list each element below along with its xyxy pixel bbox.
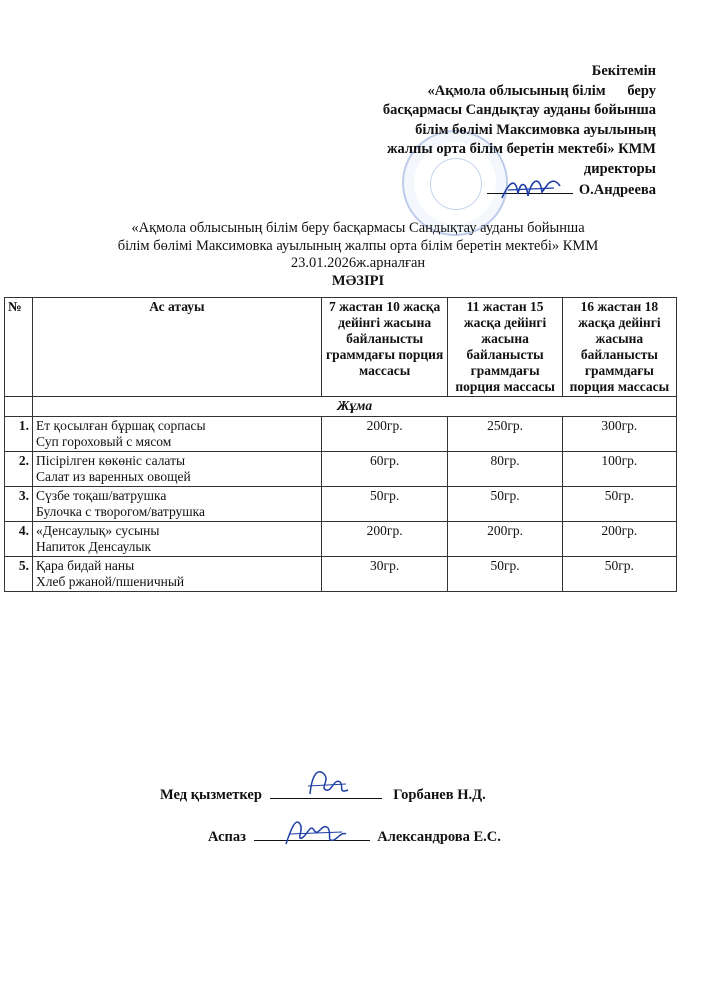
table-header-row [5, 298, 677, 397]
director-signature-line [276, 179, 656, 201]
portion-11-15: 80гр. [448, 452, 562, 487]
row-number: 5. [5, 557, 33, 592]
dish-name-kz: Қара бидай наны [36, 558, 135, 573]
medic-name: Горбанев Н.Д. [393, 787, 486, 803]
day-row [5, 397, 677, 417]
portion-16-18: 300гр. [562, 417, 676, 452]
approval-line: білім бөлімі Максимовка ауылының [415, 121, 656, 138]
header-portion-16-18: 16 жастан 18 жасқа дейінгі жасына байланысты граммдағы порция массасы [562, 298, 676, 397]
portion-7-10: 50гр. [321, 487, 448, 522]
dish-name [33, 417, 322, 452]
dish-name-ru: Хлеб ржаной/пшеничный [36, 574, 185, 589]
portion-16-18: 100гр. [562, 452, 676, 487]
approval-line: жалпы орта білім беретін мектебі» КММ [387, 141, 656, 157]
portion-11-15: 50гр. [448, 557, 562, 592]
row-number: 3. [5, 487, 33, 522]
header-portion-11-15: 11 жастан 15 жасқа дейінгі жасына байланысты граммдағы порция массасы [448, 298, 562, 397]
menu-heading [40, 220, 676, 290]
day-label: Жұма [33, 397, 677, 417]
medic-signature [304, 764, 352, 800]
day-spacer [5, 397, 33, 417]
menu-date: 23.01.2026ж.арналған [290, 255, 426, 271]
table-row [5, 452, 677, 487]
medic-label: Мед қызметкер [160, 787, 262, 803]
approval-line: Бекітемін [591, 63, 656, 79]
portion-16-18: 50гр. [562, 557, 676, 592]
dish-name-kz: Ет қосылған бұршақ сорпасы [36, 418, 206, 433]
portion-11-15: 250гр. [448, 417, 562, 452]
approval-line: «Ақмола облысының білім беру [427, 82, 656, 99]
portion-7-10: 60гр. [321, 452, 448, 487]
director-name: О.Андреева [578, 182, 656, 198]
cook-name: Александрова Е.С. [377, 829, 501, 845]
dish-name-kz: Сүзбе тоқаш/ватрушка [36, 488, 167, 503]
portion-11-15: 200гр. [448, 522, 562, 557]
portion-16-18: 200гр. [562, 522, 676, 557]
school-line: «Ақмола облысының білім беру басқармасы Сандықтау ауданы бойынша [131, 220, 585, 236]
approval-line: басқармасы Сандықтау ауданы бойынша [382, 102, 656, 118]
approval-line: директоры [583, 160, 656, 177]
header-number: № [5, 298, 33, 397]
row-number: 1. [5, 417, 33, 452]
portion-16-18: 50гр. [562, 487, 676, 522]
table-row [5, 522, 677, 557]
row-number: 4. [5, 522, 33, 557]
dish-name-ru: Напиток Денсаулык [36, 539, 152, 554]
table-row [5, 557, 677, 592]
cook-label: Аспаз [208, 829, 246, 845]
header-dish: Ас атауы [33, 298, 322, 397]
dish-name-kz: «Денсаулық» сусыны [36, 523, 160, 538]
approval-block [276, 62, 656, 201]
portion-7-10: 200гр. [321, 417, 448, 452]
medic-signature-row [0, 784, 712, 804]
school-line: білім бөлімі Максимовка ауылының жалпы орта білім беретін мектебі» КММ [117, 237, 599, 254]
dish-name-ru: Булочка с творогом/ватрушка [36, 504, 206, 519]
portion-7-10: 30гр. [321, 557, 448, 592]
menu-table [4, 297, 677, 592]
dish-name [33, 452, 322, 487]
dish-name [33, 557, 322, 592]
dish-name-ru: Салат из варенных овощей [36, 469, 191, 484]
cook-signature [282, 812, 350, 852]
cook-signature-row [0, 826, 712, 846]
table-row [5, 487, 677, 522]
dish-name [33, 522, 322, 557]
portion-11-15: 50гр. [448, 487, 562, 522]
table-row [5, 417, 677, 452]
dish-name-ru: Суп гороховый с мясом [36, 434, 172, 449]
director-signature [498, 172, 564, 206]
header-portion-7-10: 7 жастан 10 жасқа дейінгі жасына байланысты граммдағы порция массасы [321, 298, 448, 397]
dish-name-kz: Пісірілген көкөніс салаты [36, 453, 186, 468]
dish-name [33, 487, 322, 522]
row-number: 2. [5, 452, 33, 487]
menu-title: МӘЗІРІ [331, 272, 385, 289]
portion-7-10: 200гр. [321, 522, 448, 557]
